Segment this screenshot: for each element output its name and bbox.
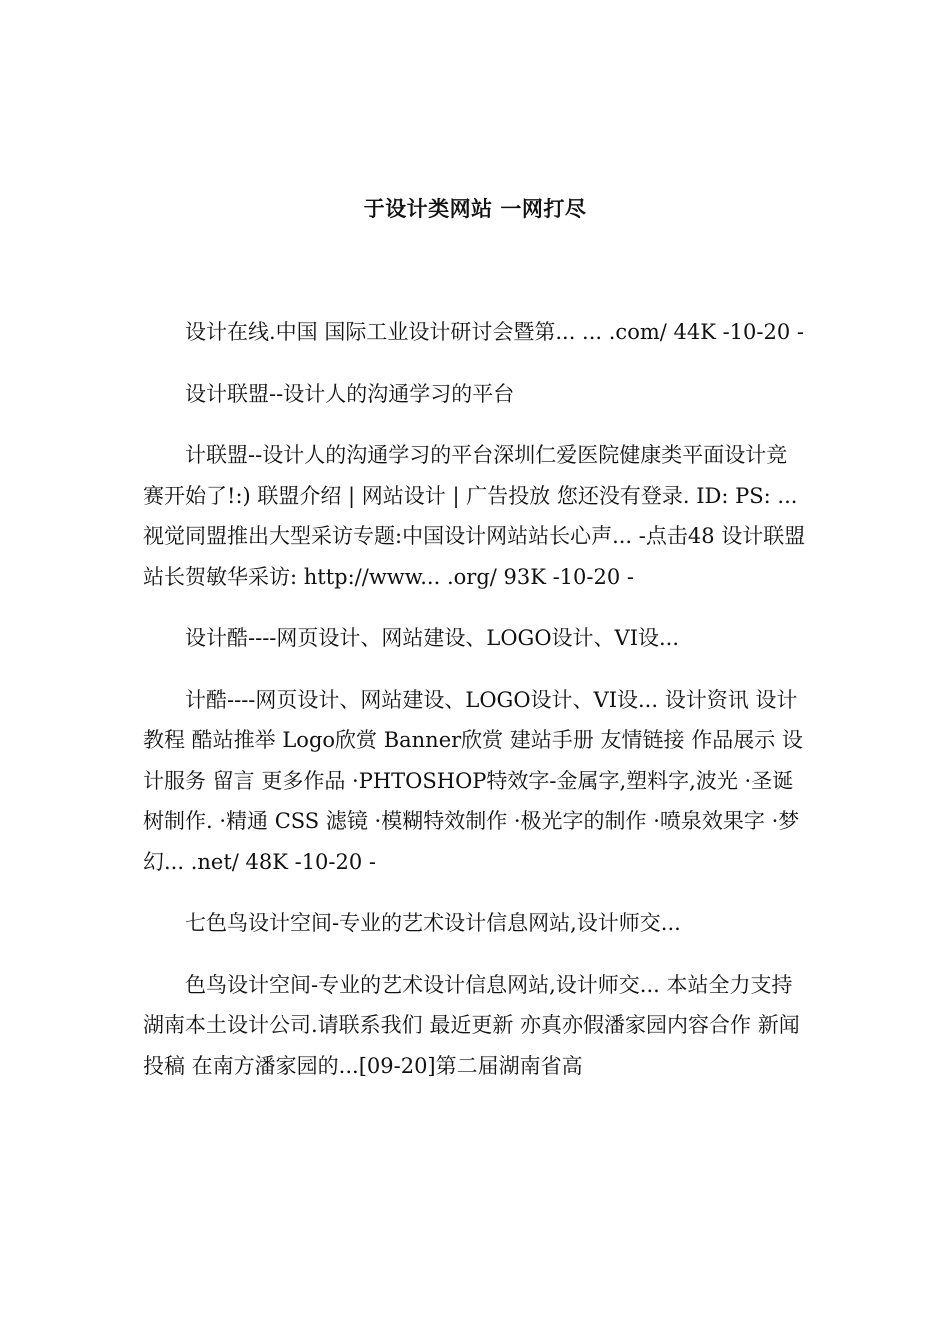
paragraph-design-cool: 计酷----网页设计、网站建设、LOGO设计、VI设... 设计资讯 设计教程 酷站推举 Logo欣赏 Banner欣赏 建站手册 友情链接 作品展示 设计服务 留言 更多作品 ·PHTOSHOP特效字-金属字,塑料字,波光 ·圣诞树制作. ·精通 CSS 滤镜 ·模糊特效制作 ·极光字的制作 ·喷泉效果字 ·梦幻... .net/ 48K -10-20 - xyxy=(143,687,803,874)
paragraph-seven-color-bird: 色鸟设计空间-专业的艺术设计信息网站,设计师交... 本站全力支持湖南本土设计公司.请联系我们 最近更新 亦真亦假潘家园内容合作 新闻投稿 在南方潘家园的...[09-20]第二届湖南省高 xyxy=(143,972,800,1078)
paragraph-design-alliance: 计联盟--设计人的沟通学习的平台深圳仁爱医院健康类平面设计竞赛开始了!:) 联盟介绍 | 网站设计 | 广告投放 您还没有登录. ID: PS: ...视觉同盟推出大型采访专题:中国设计网站站长心声... -点击48 设计联盟站长贺敏华采访: http://www... .org/ 93K -10-20 - xyxy=(143,443,806,589)
entry-heading-seven-color-bird: 七色鸟设计空间-专业的艺术设计信息网站,设计师交... xyxy=(185,911,681,935)
document-title: 于设计类网站 一网打尽 xyxy=(363,197,587,221)
entry-heading-design-cool: 设计酷----网页设计、网站建设、LOGO设计、VI设... xyxy=(185,626,680,650)
entry-heading-design-alliance: 设计联盟--设计人的沟通学习的平台 xyxy=(185,381,515,406)
document-body xyxy=(143,312,807,1086)
paragraph-design-online: 设计在线.中国 国际工业设计研讨会暨第... ... .com/ 44K -10-20 - xyxy=(185,320,804,344)
